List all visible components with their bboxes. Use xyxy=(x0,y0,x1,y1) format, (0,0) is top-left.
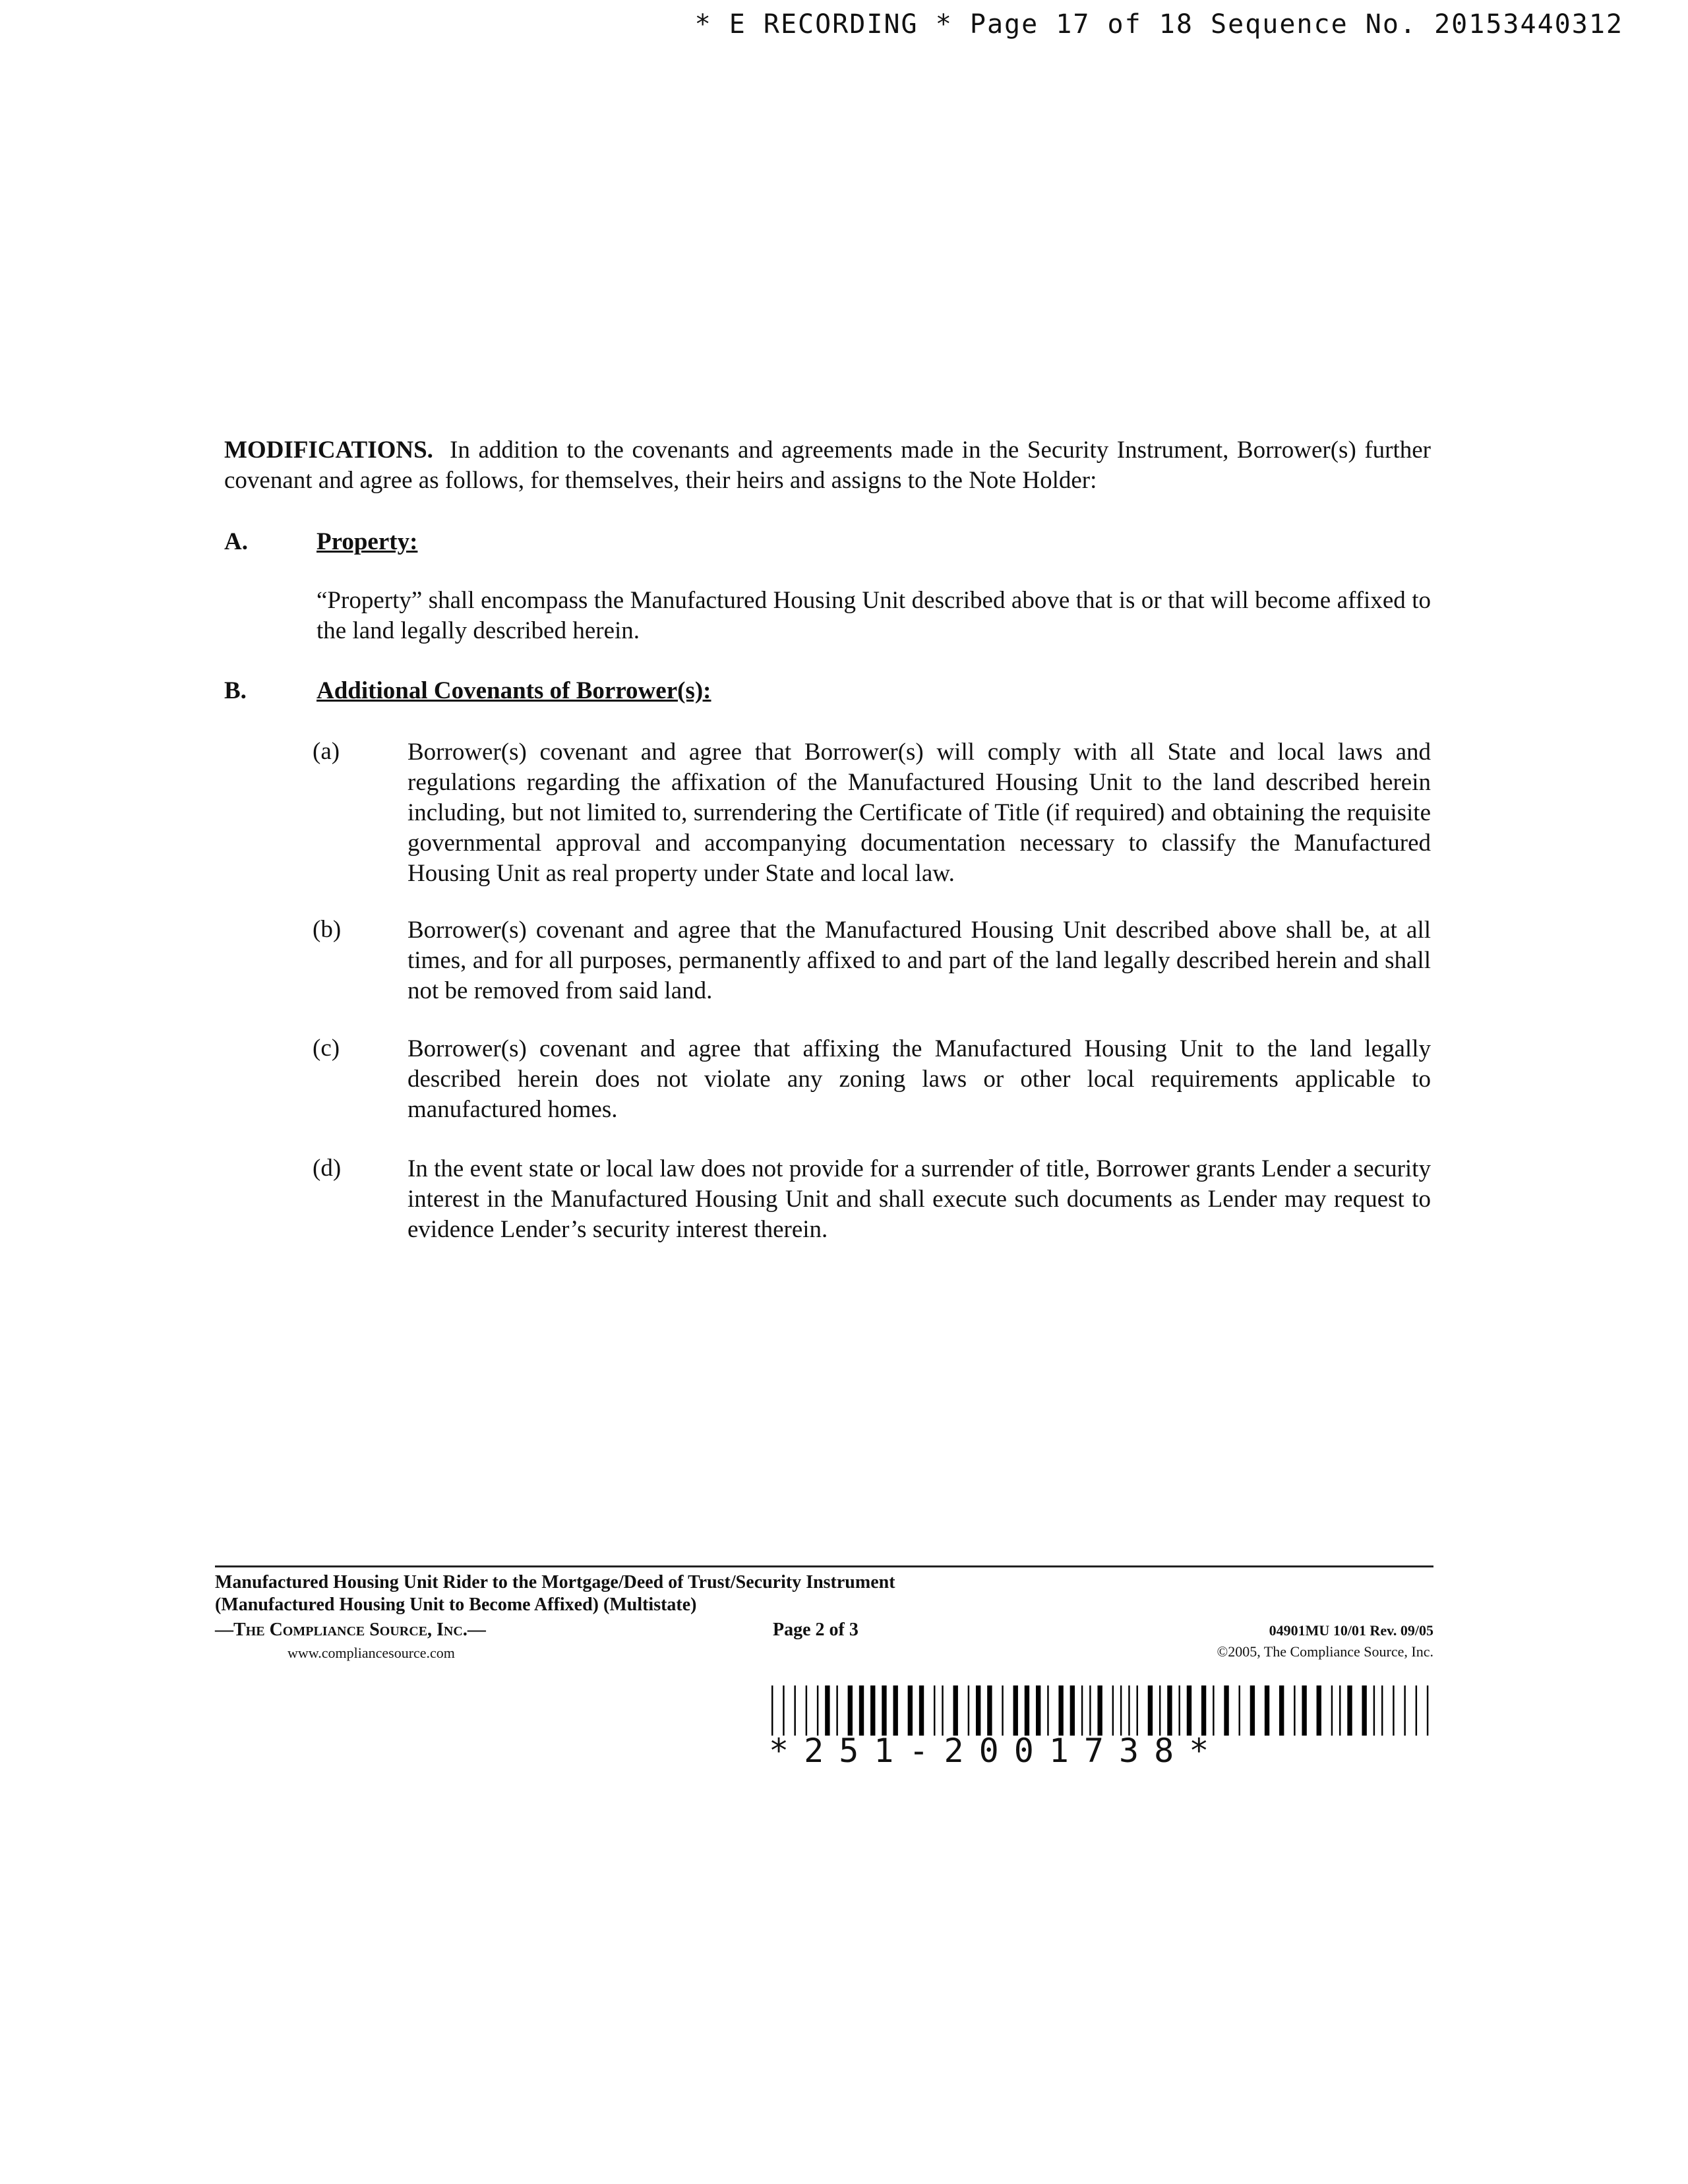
section-b-title: Additional Covenants of Borrower(s): xyxy=(316,677,711,704)
covenant-text-c: Borrower(s) covenant and agree that affixing the Manufactured Housing Unit to the land legally described herein does not violate any zoning laws or other local requirements applicable to manufactured homes. xyxy=(407,1035,1431,1123)
footer-form-title: Manufactured Housing Unit Rider to the Mortgage/Deed of Trust/Security Instrument xyxy=(215,1572,895,1592)
footer-company: —The Compliance Source, Inc.— xyxy=(215,1620,486,1640)
modifications-paragraph xyxy=(224,435,1431,496)
section-b-letter: B. xyxy=(224,677,247,704)
covenant-text-a: Borrower(s) covenant and agree that Borrower(s) will comply with all State and local laws and regulations regarding the affixation of the Manufactured Housing Unit to the land described herein including, but not limited to, surrendering the Certificate of Title (if required) and obtaining the requisite governmental approval and accompanying documentation necessary to classify the Manufactured Housing Unit as real property under State and local law. xyxy=(407,739,1431,887)
modifications-text: In addition to the covenants and agreements made in the Security Instrument, Borrower(s) further covenant and agree as follows, for themselves, their heirs and assigns to the Note Holder: xyxy=(224,437,1432,494)
footer-form-subtitle: (Manufactured Housing Unit to Become Affixed) (Multistate) xyxy=(215,1594,697,1615)
footer-copyright: ©2005, The Compliance Source, Inc. xyxy=(1217,1643,1433,1660)
recording-stamp: * E RECORDING * Page 17 of 18 Sequence No. 20153440312 xyxy=(694,9,1623,40)
footer-url: www.compliancesource.com xyxy=(287,1645,455,1661)
modifications-heading: MODIFICATIONS. xyxy=(224,437,433,464)
footer-page-number: Page 2 of 3 xyxy=(773,1620,859,1640)
footer-form-code: 04901MU 10/01 Rev. 09/05 xyxy=(1269,1622,1433,1639)
footer-rule xyxy=(215,1565,1433,1567)
barcode-image xyxy=(771,1685,1431,1736)
covenant-label-c: (c) xyxy=(313,1035,340,1062)
section-a-body: “Property” shall encompass the Manufactured Housing Unit described above that is or that will become affixed to the land legally described herein. xyxy=(316,587,1431,644)
covenant-label-a: (a) xyxy=(313,738,340,765)
covenant-label-d: (d) xyxy=(313,1155,342,1182)
section-a-letter: A. xyxy=(224,528,248,555)
covenant-text-d: In the event state or local law does not provide for a surrender of title, Borrower grants Lender a security interest in the Manufactured Housing Unit and shall execute such documents as Lender may request to evidence Lender’s security interest therein. xyxy=(407,1155,1431,1243)
section-a-title: Property: xyxy=(316,528,418,555)
covenant-text-b: Borrower(s) covenant and agree that the Manufactured Housing Unit described above shall be, at all times, and for all purposes, permanently affixed to and part of the land legally described herein and shall not be removed from said land. xyxy=(407,917,1431,1004)
covenant-label-b: (b) xyxy=(313,916,342,943)
barcode-number: *251-2001738* xyxy=(769,1732,1224,1770)
